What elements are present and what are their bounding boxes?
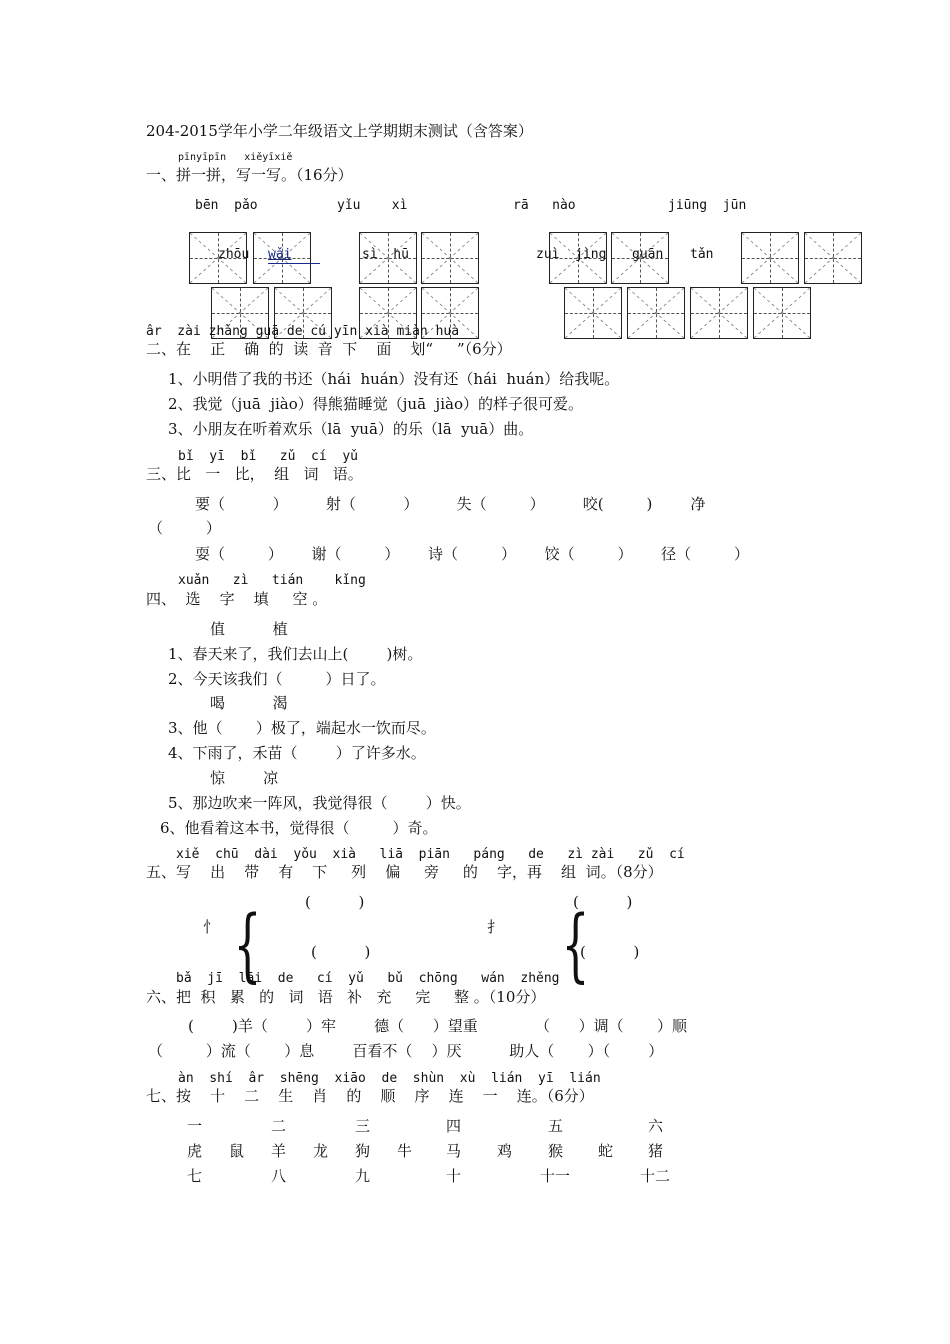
s6-heading: 六、把 积 累 的 词 语 补 充 完 整 。（10分）	[146, 988, 546, 1006]
s4-q2: 2、今天该我们（ ）日了。	[168, 670, 386, 688]
s4-q3: 3、他（ ）极了，端起水一饮而尽。	[168, 719, 436, 737]
s7-animal: 猪	[648, 1142, 664, 1160]
s4-q6: 6、他看着这本书，觉得很（ ）奇。	[160, 819, 438, 837]
s4-pinyin: xuǎn zì tián kǐng	[178, 573, 366, 588]
s4-choice-2: 喝 渴	[210, 694, 288, 712]
s5-heading: 五、写 出 带 有 下 列 偏 旁 的 字，再 组 词。（8分）	[146, 863, 663, 881]
s3-row-2: 耍（ ） 谢（ ） 诗（ ） 饺（ ） 径（ ）	[195, 545, 749, 563]
writing-box[interactable]	[564, 287, 622, 339]
s2-item-3: 3、小朋友在听着欢乐（lā yuā）的乐（lā yuā）曲。	[168, 420, 534, 438]
writing-box[interactable]	[804, 232, 862, 284]
s7-animal: 马	[446, 1142, 462, 1160]
s4-heading: 四、 选 字 填 空 。	[146, 590, 328, 608]
page-title: 204-2015学年小学二年级语文上学期期末测试（含答案）	[146, 122, 533, 140]
s7-num: 二	[271, 1117, 287, 1135]
s3-pinyin: bǐ yī bǐ zǔ cí yǔ	[178, 449, 359, 464]
s2-pinyin: âr zài zhǎng guā de cú yīn xià miàn huà	[146, 324, 460, 339]
s5-radical-heart: 忄	[203, 918, 219, 936]
s7-num: 五	[548, 1117, 564, 1135]
s5-paren: ( )	[305, 893, 365, 911]
s7-animal: 鼠	[229, 1142, 245, 1160]
s7-num: 三	[355, 1117, 371, 1135]
s6-row-1: ( )羊（ ）牢 德（ ）望重 （ ）调（ ）顺	[188, 1017, 687, 1035]
s7-animal: 蛇	[598, 1142, 614, 1160]
s6-pinyin: bǎ jī lāi de cí yǔ bǔ chōng wán zhěng	[176, 971, 560, 986]
s6-row-2: （ ）流（ ）息 百看不（ ）厌 助人（ ）（ ）	[148, 1042, 664, 1060]
s5-pinyin: xiě chū dài yǒu xià liā piān páng de zì zài zǔ cí	[176, 847, 685, 862]
s1-py-zuijing: zuì jìng	[536, 247, 607, 262]
s4-choice-1: 值 植	[210, 620, 288, 638]
s4-choice-3: 惊 凉	[210, 769, 279, 787]
s1-py-wai: wǎi	[268, 247, 292, 262]
brace-left: {	[233, 898, 262, 991]
s2-item-1: 1、小明借了我的书还（hái huán）没有还（hái huán）给我呢。	[168, 370, 620, 388]
s1-py-youxi: yǐu xì	[337, 198, 408, 213]
s7-num: 一	[187, 1117, 203, 1135]
s5-paren: ( )	[580, 943, 640, 961]
s5-paren: ( )	[573, 893, 633, 911]
s4-q1: 1、春天来了，我们去山上( )树。	[168, 645, 423, 663]
s5-radical-hand: 扌	[487, 918, 503, 936]
s3-row-1b: （ ）	[148, 519, 221, 537]
s7-num: 十	[446, 1167, 462, 1185]
s7-animal: 龙	[313, 1142, 329, 1160]
s7-num: 四	[446, 1117, 462, 1135]
s1-py-jiangjun: jiūng jūn	[668, 198, 747, 213]
s3-heading: 三、比 一 比， 组 词 语。	[146, 465, 363, 483]
s4-q4: 4、下雨了，禾苗（ ）了许多水。	[168, 744, 426, 762]
s7-num: 六	[648, 1117, 664, 1135]
writing-box[interactable]	[421, 232, 479, 284]
s3-row-1: 要（ ） 射（ ） 失（ ） 咬( ) 净	[195, 495, 706, 513]
s5-paren: ( )	[311, 943, 371, 961]
writing-box[interactable]	[753, 287, 811, 339]
s7-animal: 猴	[548, 1142, 564, 1160]
s1-heading: 一、拼一拼，写一写。（16分）	[146, 166, 353, 184]
s7-num: 八	[271, 1167, 287, 1185]
s7-animal: 牛	[397, 1142, 413, 1160]
s7-animal: 羊	[271, 1142, 287, 1160]
s1-py-guan: guān	[632, 247, 664, 262]
s7-num: 十二	[640, 1167, 671, 1185]
brace-right: {	[561, 898, 590, 991]
s1-py-sihu: sì hū	[362, 247, 409, 262]
s7-animal: 虎	[187, 1142, 203, 1160]
s1-pinyin: pīnyīpīn xiěyīxiě	[178, 152, 293, 163]
s7-num: 十一	[540, 1167, 571, 1185]
s7-num: 七	[187, 1167, 203, 1185]
s7-animal: 鸡	[497, 1142, 513, 1160]
underline-mark	[268, 263, 320, 264]
s7-num: 九	[355, 1167, 371, 1185]
s7-animal: 狗	[355, 1142, 371, 1160]
s2-item-2: 2、我觉（juā jiào）得熊猫睡觉（juā jiào）的样子很可爱。	[168, 395, 583, 413]
s1-py-zhou: zhōu	[218, 247, 250, 262]
writing-box[interactable]	[690, 287, 748, 339]
writing-box[interactable]	[741, 232, 799, 284]
s2-heading: 二、在 正 确 的 读 音 下 面 划“ ”（6分）	[146, 340, 512, 358]
s1-py-tan: tǎn	[690, 247, 714, 262]
s7-pinyin: àn shí âr shēng xiāo de shùn xù lián yī lián	[178, 1071, 601, 1086]
s4-q5: 5、那边吹来一阵风，我觉得很（ ）快。	[168, 794, 471, 812]
s1-py-benpao: bēn pǎo	[195, 198, 258, 213]
s1-py-renao: rā nào	[513, 198, 576, 213]
s7-heading: 七、按 十 二 生 肖 的 顺 序 连 一 连。（6分）	[146, 1087, 594, 1105]
writing-box[interactable]	[627, 287, 685, 339]
